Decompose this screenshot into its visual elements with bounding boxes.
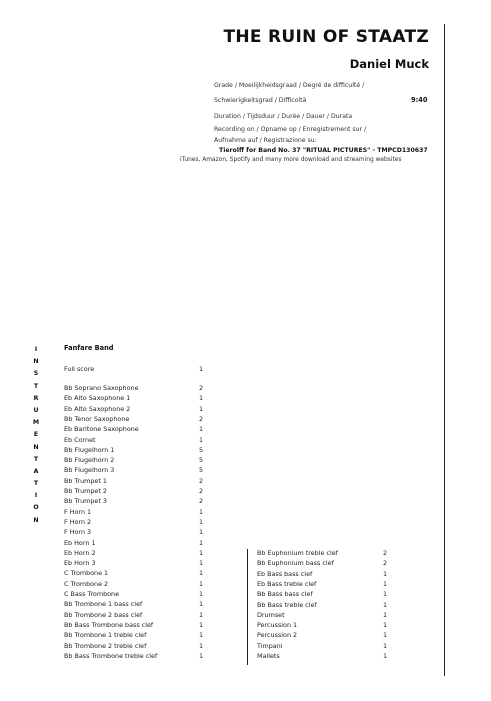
instrument-name: Eb Bass treble clef [257,579,317,588]
full-score-label: Full score [64,365,95,373]
instrument-name: Bb Bass treble clef [257,600,317,609]
instrument-name: Mallets [257,652,280,660]
instrument-qty: 2 [199,384,204,392]
vertical-letter: R [33,394,39,402]
instrument-qty: 1 [383,600,388,609]
instrument-name: C Trombone 1 [64,569,109,578]
grade-label-line2: Schwierigkeitsgrad / Difficoltà [214,97,307,104]
instrument-qty: 1 [199,394,204,403]
instrument-name: Timpani [257,641,283,650]
instrument-name: C Bass Trombone [64,590,120,598]
vertical-letter: U [33,406,39,414]
instrument-qty: 1 [199,651,204,660]
album-reference: Tierolff for Band No. 37 "RITUAL PICTURES" - TMPCD130637 [219,147,428,154]
instrument-qty: 1 [199,559,204,568]
instrument-name: Eb Bass bass clef [257,569,313,578]
instrument-qty: 1 [383,610,388,619]
instrument-name: F Horn 3 [64,528,92,537]
streaming-note: iTunes, Amazon, Spotify and many more download and streaming websites [180,157,402,163]
instrument-qty: 1 [199,631,204,640]
instrument-name: Bb Bass bass clef [257,590,313,599]
instrument-name: Bb Trombone 2 bass clef [64,610,143,619]
instrument-qty: 1 [199,610,204,619]
instrument-qty: 1 [199,528,204,537]
instrument-name: Bb Trumpet 3 [64,497,107,506]
vertical-letter: E [33,431,39,439]
full-score-qty: 1 [199,365,204,373]
instrument-qty: 1 [199,538,204,547]
instrument-qty: 1 [199,425,204,434]
instrument-name: Percussion 1 [257,621,298,630]
vertical-letter: T [33,382,39,390]
instrument-qty: 1 [383,641,388,650]
composer-name: Daniel Muck [349,57,429,71]
instrumentation-vertical-label [30,344,42,527]
recording-label-line2: Aufnahme auf / Registrazione su: [214,137,317,144]
instrument-qty: 1 [199,517,204,526]
duration-value: 9:40 [411,96,428,104]
instrument-qty: 1 [199,600,204,609]
instrument-qty: 2 [199,476,204,485]
vertical-letter: M [32,419,40,427]
instrument-name: Bb Euphonium treble clef [257,549,338,557]
instrument-qty: 5 [199,445,204,454]
instrument-name: Bb Trombone 1 bass clef [64,600,143,609]
instrument-name: Eb Horn 3 [64,559,96,568]
instrument-name: Bb Trombone 2 treble clef [64,641,147,650]
instrument-qty: 1 [199,641,204,650]
instrument-name: Bb Flugelhorn 3 [64,466,115,475]
instrument-name: Bb Tenor Saxophone [64,414,130,423]
instrument-qty: 1 [383,652,388,660]
instrument-name: Bb Euphonium bass clef [257,559,334,568]
vertical-letter: A [33,467,39,475]
instrument-qty: 5 [199,456,204,465]
instrument-qty: 1 [199,548,204,557]
vertical-letter: S [33,370,39,378]
instrument-name: C Trombone 2 [64,579,109,588]
instrument-name: Eb Alto Saxophone 2 [64,404,131,413]
instrument-qty: 1 [199,569,204,578]
instrument-name: Bb Trumpet 2 [64,487,107,495]
instrument-qty: 1 [383,579,388,588]
instrument-name: Eb Horn 1 [64,538,96,547]
instrument-qty: 2 [199,487,204,495]
instrument-name: Bb Bass Trombone bass clef [64,620,154,629]
instrument-name: Bb Trombone 1 treble clef [64,631,147,640]
instrument-qty: 1 [383,621,388,630]
instrument-name: Eb Alto Saxophone 1 [64,394,131,403]
section-title: Fanfare Band [64,344,114,352]
column-divider-line [247,549,248,665]
instrument-qty: 1 [199,579,204,588]
instrument-name: Bb Flugelhorn 2 [64,456,115,465]
instrument-name: Bb Trumpet 1 [64,476,107,485]
grade-label-line1: Grade / Moeilijkheidsgraad / Degré de difficulté / [214,82,365,89]
instrument-name: Eb Horn 2 [64,548,96,557]
instrument-name: Bb Soprano Saxophone [64,384,139,392]
instrument-qty: 1 [383,590,388,599]
vertical-letter: I [34,492,38,500]
instrument-qty: 1 [383,631,388,640]
vertical-letter: N [33,443,39,451]
vertical-letter: I [34,346,38,353]
instrument-name: Percussion 2 [257,631,298,640]
instrument-name: Eb Baritone Saxophone [64,425,139,434]
vertical-letter: T [33,480,39,488]
instrument-qty: 2 [383,559,388,568]
instrument-qty: 1 [199,620,204,629]
instrument-qty: 1 [199,435,204,444]
duration-label: Duration / Tijdsduur / Durée / Dauer / Durata [214,113,353,120]
vertical-letter: T [33,455,39,463]
instrument-qty: 2 [199,497,204,506]
vertical-letter: O [33,504,39,512]
instrument-qty: 1 [199,590,204,598]
instrument-qty: 2 [199,414,204,423]
instrument-qty: 2 [383,549,388,557]
instrument-qty: 1 [383,569,388,578]
page-divider-line [444,24,445,676]
recording-label-line1: Recording on / Opname op / Enregistrement sur / [214,126,367,133]
instrument-name: Drumset [257,610,285,619]
instrument-name: Eb Cornet [64,435,96,444]
instrument-name: F Horn 2 [64,517,92,526]
instrument-qty: 1 [199,507,204,516]
instrument-name: Bb Bass Trombone treble clef [64,651,158,660]
instrument-name: Bb Flugelhorn 1 [64,445,115,454]
vertical-letter: N [33,516,39,524]
instrument-qty: 5 [199,466,204,475]
instrument-name: F Horn 1 [64,507,92,516]
instrument-qty: 1 [199,404,204,413]
page-title: THE RUIN OF STAATZ [223,27,429,47]
vertical-letter: N [33,358,39,366]
